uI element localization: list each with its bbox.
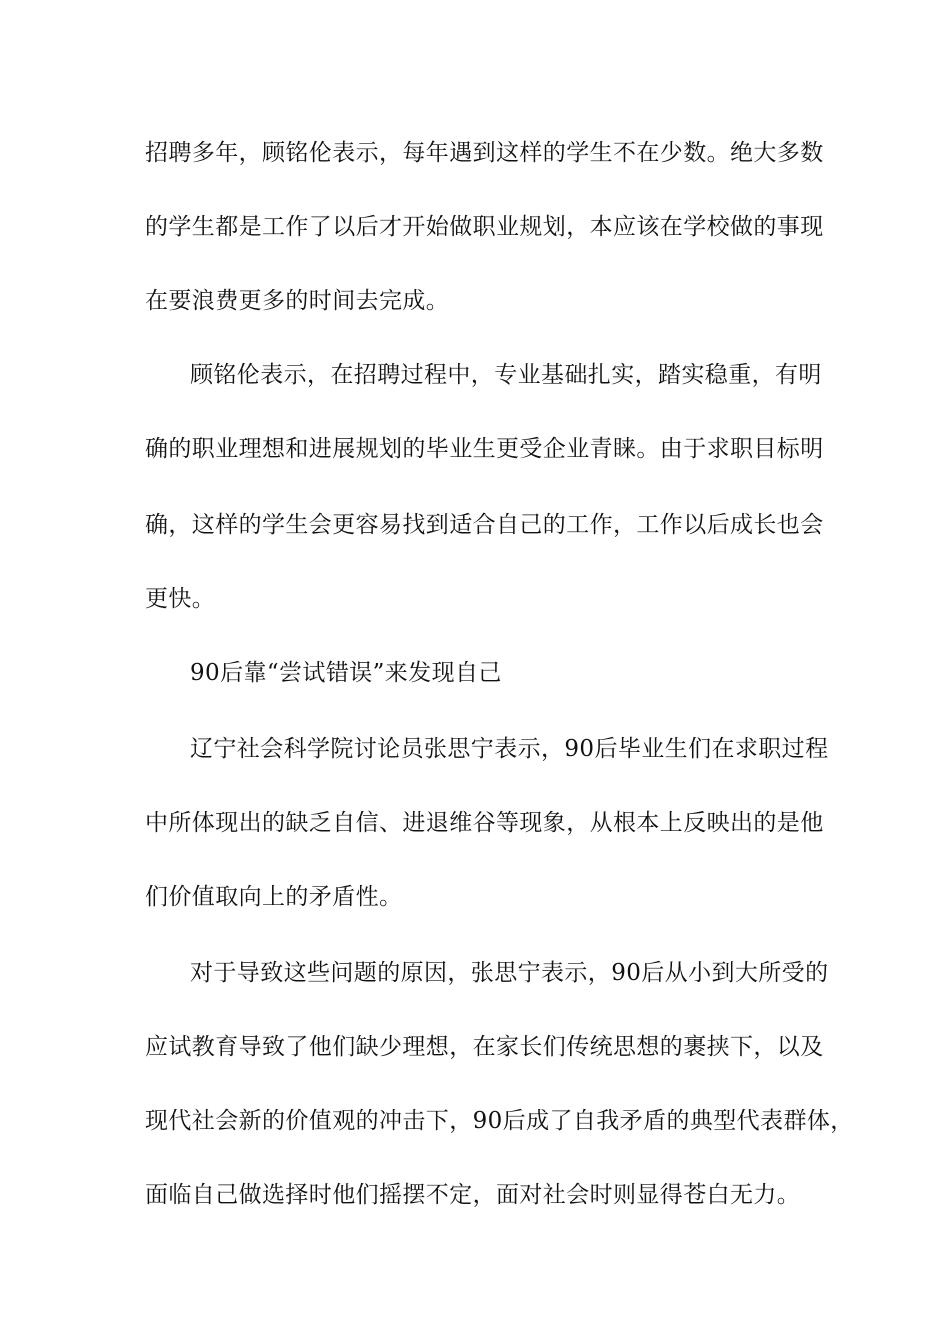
text-line: 对于导致这些问题的原因，张思宁表示，90后从小到大所受的 <box>190 960 829 986</box>
text-line: 更快。 <box>145 586 216 612</box>
text-line: 面临自己做选择时他们摇摆不定，面对社会时则显得苍白无力。 <box>145 1182 801 1208</box>
text-line: 的学生都是工作了以后才开始做职业规划，本应该在学校做的事现 <box>145 214 824 240</box>
text-line: 们价值取向上的矛盾性。 <box>145 884 403 910</box>
text-line: 确，这样的学生会更容易找到适合自己的工作，工作以后成长也会 <box>145 512 824 538</box>
text-line: 中所体现出的缺乏自信、进退维谷等现象，从根本上反映出的是他 <box>145 810 824 836</box>
text-line: 确的职业理想和进展规划的毕业生更受企业青睐。由于求职目标明 <box>145 436 824 462</box>
text-line: 应试教育导致了他们缺少理想，在家长们传统思想的裹挟下，以及 <box>145 1034 824 1060</box>
text-line: 在要浪费更多的时间去完成。 <box>145 288 450 314</box>
section-heading: 90后靠“尝试错误”来发现自己 <box>190 660 502 686</box>
text-line: 辽宁社会科学院讨论员张思宁表示，90后毕业生们在求职过程 <box>190 736 829 762</box>
text-line: 顾铭伦表示，在招聘过程中，专业基础扎实，踏实稳重，有明 <box>190 362 822 388</box>
text-line: 招聘多年，顾铭伦表示，每年遇到这样的学生不在少数。绝大多数 <box>145 140 824 166</box>
text-line: 现代社会新的价值观的冲击下，90后成了自我矛盾的典型代表群体， <box>145 1108 854 1134</box>
